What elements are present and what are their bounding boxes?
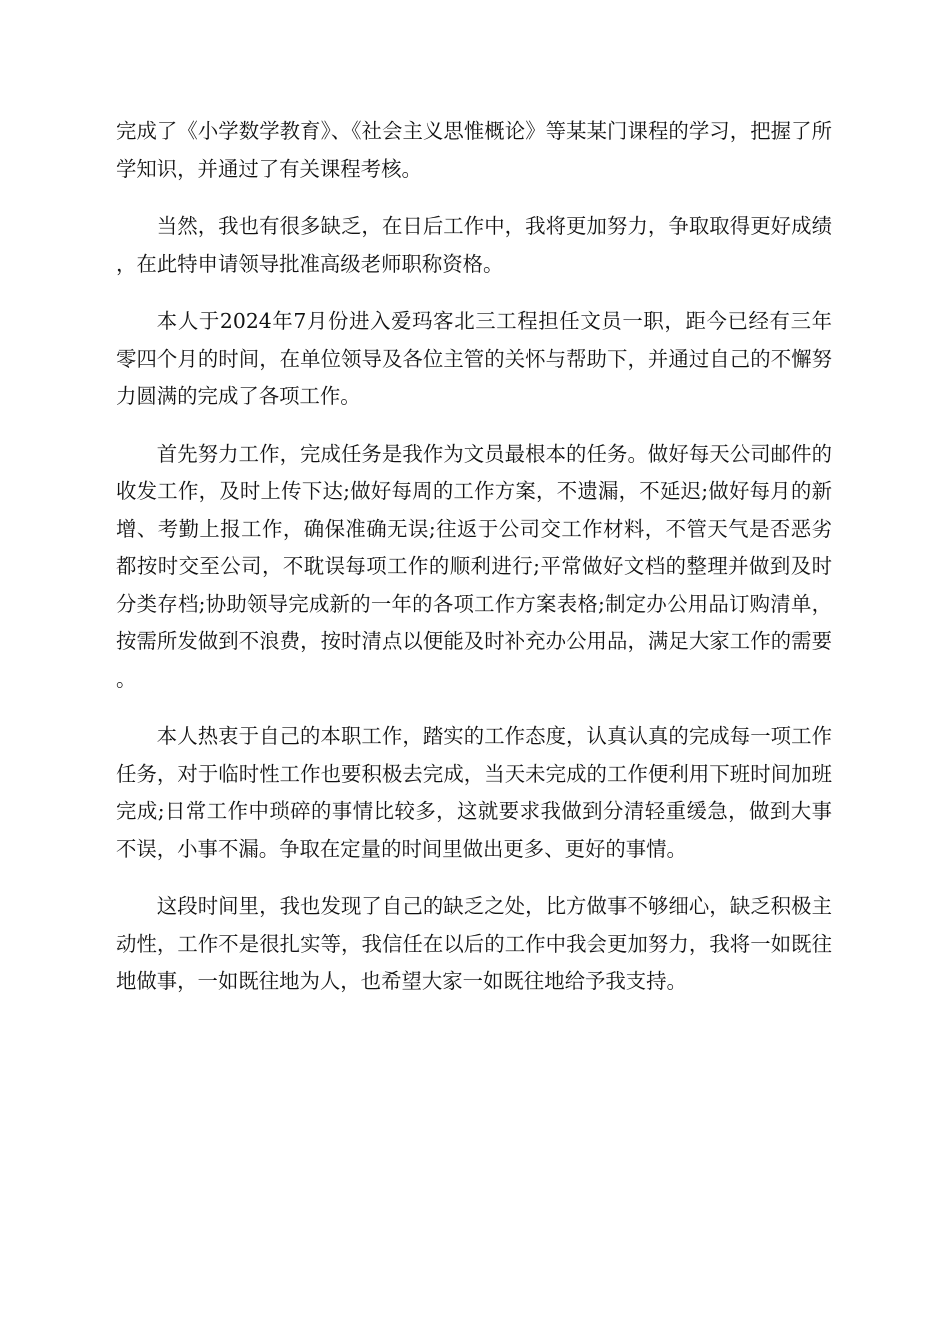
paragraph-work-attitude: 本人热衷于自己的本职工作，踏实的工作态度，认真认真的完成每一项工作任务，对于临时性工作也要积极去完成，当天未完成的工作便利用下班时间加班完成;日常工作中琐碎的事情比较多，这就要求我做到分清轻重缓急，做到大事不误，小事不漏。争取在定量的时间里做出更多、更好的事情。 bbox=[116, 724, 832, 861]
paragraph-course-completion: 完成了《小学数学教育》、《社会主义思惟概论》等某某门课程的学习，把握了所学知识，并通过了有关课程考核。 bbox=[116, 119, 832, 181]
paragraph-duties: 首先努力工作，完成任务是我作为文员最根本的任务。做好每天公司邮件的收发工作，及时上传下达;做好每周的工作方案，不遗漏，不延迟;做好每月的新增、考勤上报工作，确保准确无误;往返于公司交工作材料，不管天气是否恶劣都按时交至公司，不耽误每项工作的顺利进行;平常做好文档的整理并做到及时分类存档;协助领导完成新的一年的各项工作方案表格;制定办公用品订购清单，按需所发做到不浪费，按时清点以便能及时补充办公用品，满足大家工作的需要。 bbox=[116, 441, 832, 691]
paragraph-title-application: 当然，我也有很多缺乏，在日后工作中，我将更加努力，争取取得更好成绩，在此特申请领导批准高级老师职称资格。 bbox=[116, 214, 832, 276]
document-body bbox=[116, 113, 832, 1021]
paragraph-employment-intro: 本人于2024年7月份进入爱玛客北三工程担任文员一职，距今已经有三年零四个月的时间，在单位领导及各位主管的关怀与帮助下，并通过自己的不懈努力圆满的完成了各项工作。 bbox=[116, 309, 832, 408]
paragraph-shortcomings: 这段时间里，我也发现了自己的缺乏之处，比方做事不够细心，缺乏积极主动性，工作不是很扎实等，我信任在以后的工作中我会更加努力，我将一如既往地做事，一如既往地为人，也希望大家一如既往地给予我支持。 bbox=[116, 894, 832, 993]
